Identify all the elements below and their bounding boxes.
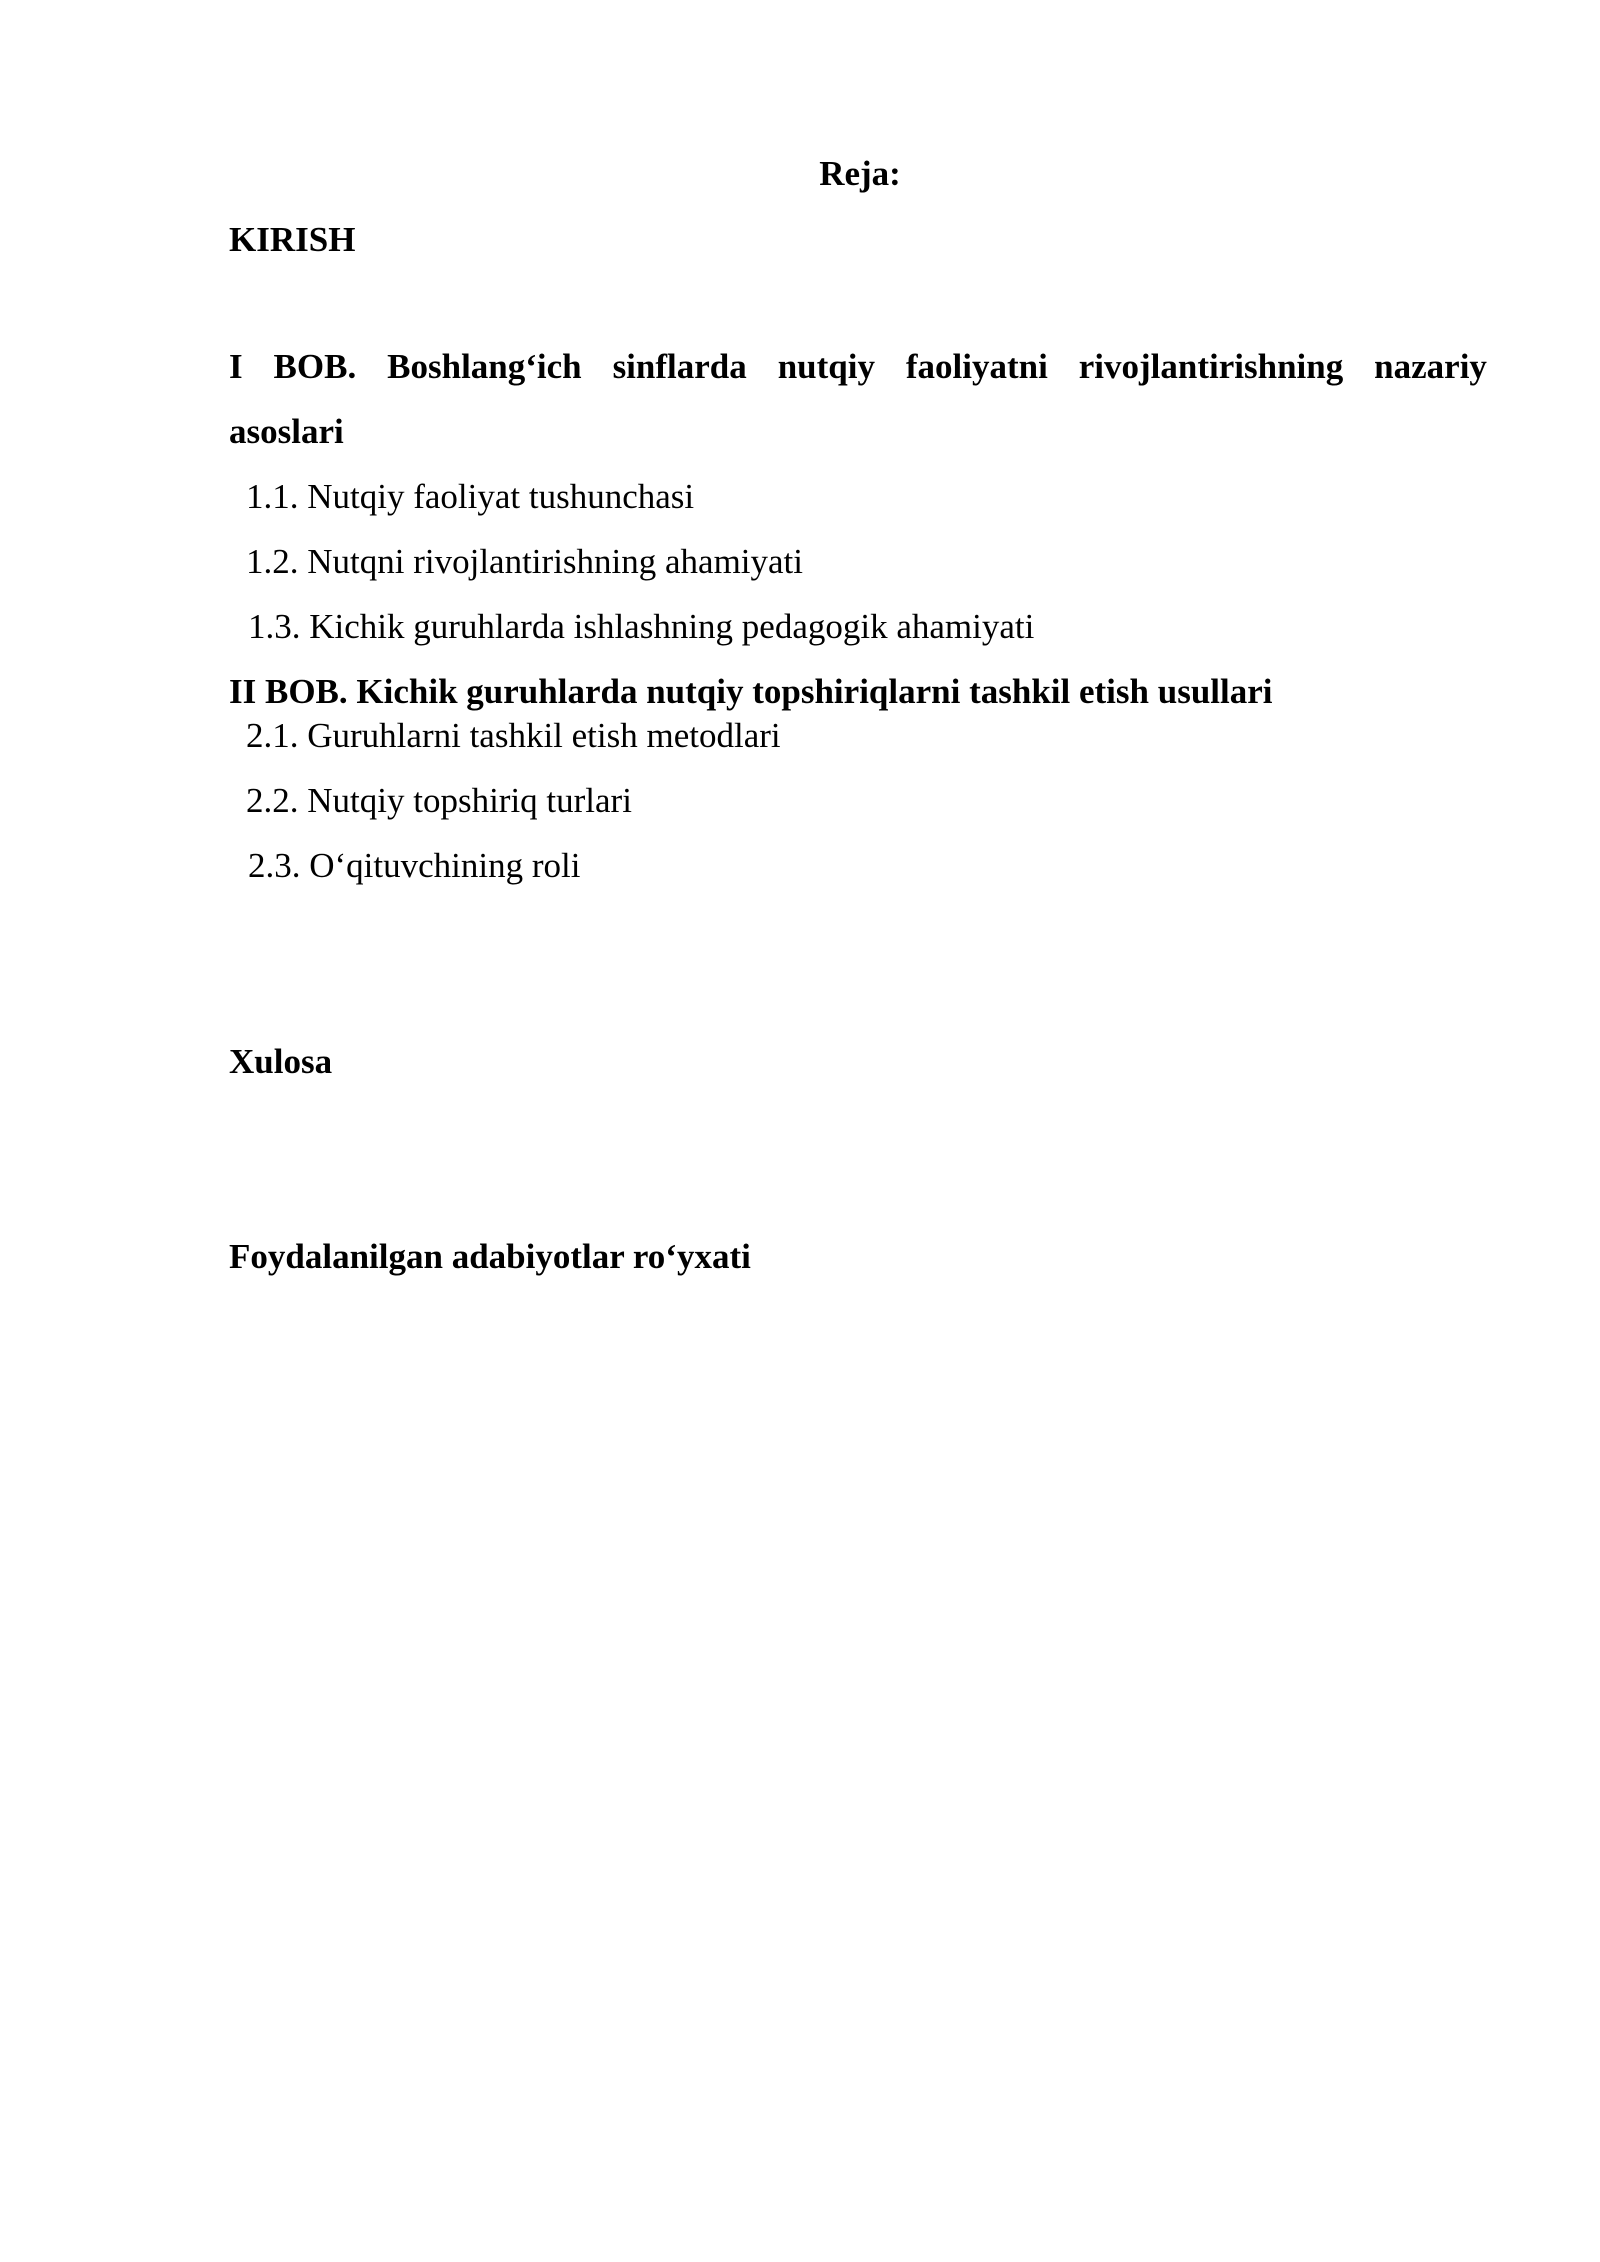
chapter1-heading	[229, 349, 1487, 384]
chapter2-heading: II BOB. Kichik guruhlarda nutqiy topshiriqlarni tashkil etish usullari	[229, 672, 1273, 711]
chapter1-heading-word: nazariy	[1374, 347, 1487, 386]
chapter1-heading-word: nutqiy	[777, 347, 875, 386]
intro-heading: KIRISH	[229, 220, 356, 259]
section-2-1: 2.1. Guruhlarni tashkil etish metodlari	[246, 716, 781, 755]
section-1-3: 1.3. Kichik guruhlarda ishlashning pedagogik ahamiyati	[248, 607, 1035, 646]
plan-title: Reja:	[819, 154, 901, 193]
conclusion-heading: Xulosa	[229, 1042, 333, 1081]
section-1-2: 1.2. Nutqni rivojlantirishning ahamiyati	[246, 542, 804, 581]
section-2-2: 2.2. Nutqiy topshiriq turlari	[246, 781, 632, 820]
chapter1-heading-continuation: asoslari	[229, 412, 344, 451]
chapter1-heading-word: Boshlang‘ich	[387, 347, 582, 386]
section-2-3: 2.3. O‘qituvchining roli	[248, 846, 581, 885]
chapter1-heading-word: rivojlantirishning	[1078, 347, 1344, 386]
chapter1-heading-word: faoliyatni	[905, 347, 1048, 386]
chapter1-heading-word: sinflarda	[612, 347, 747, 386]
references-heading: Foydalanilgan adabiyotlar ro‘yxati	[229, 1237, 751, 1276]
section-1-1: 1.1. Nutqiy faoliyat tushunchasi	[246, 477, 695, 516]
chapter1-heading-word: I	[229, 347, 243, 386]
chapter1-heading-word: BOB.	[273, 347, 357, 386]
